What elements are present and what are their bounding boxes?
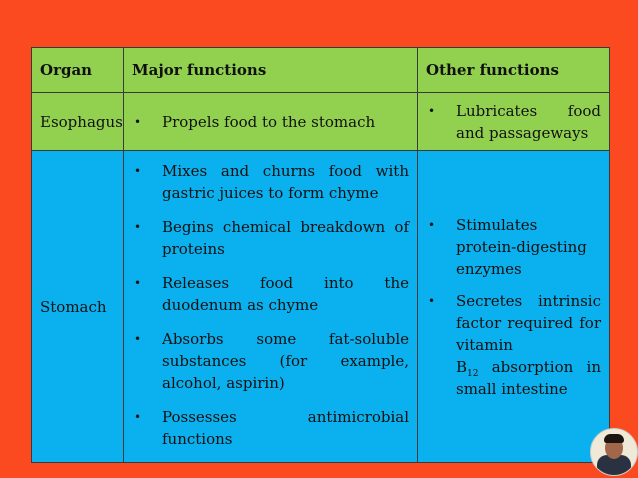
table-row-esophagus [32,93,610,151]
list-item [426,290,601,400]
table-row-stomach [32,151,610,463]
header-row [32,48,610,93]
presenter-avatar [590,428,638,476]
functions-table [31,47,610,463]
list-item: • Stimulates protein-digesting enzymes [426,214,601,280]
major-functions-cell [124,151,418,463]
organ-cell: Stomach [32,151,124,463]
list-item: • Begins chemical breakdown of proteins [132,216,409,260]
b12-suffix: absorption in small intestine [456,357,601,398]
header-major-functions: Major functions [124,48,418,93]
header-other-functions: Other functions [418,48,610,93]
list-item: • Mixes and churns food with gastric juices to form chyme [132,160,409,204]
header-organ: Organ [32,48,124,93]
b12-subscript: 12 [467,368,479,379]
list-item: • Lubricates food and passageways [426,100,601,144]
list-item-text: Secretes intrinsic factor required for vitamin [456,291,601,354]
other-functions-cell [418,93,610,151]
list-item: • Absorbs some fat-soluble substances (for example, alcohol, aspirin) [132,328,409,394]
list-item: • Possesses antimicrobial functions [132,406,409,450]
major-functions-cell [124,93,418,151]
list-item: • Propels food to the stomach [132,111,409,133]
b12-prefix: B [456,357,468,376]
other-functions-cell [418,151,610,463]
list-item: • Releases food into the duodenum as chyme [132,272,409,316]
organ-cell: Esophagus [32,93,124,151]
